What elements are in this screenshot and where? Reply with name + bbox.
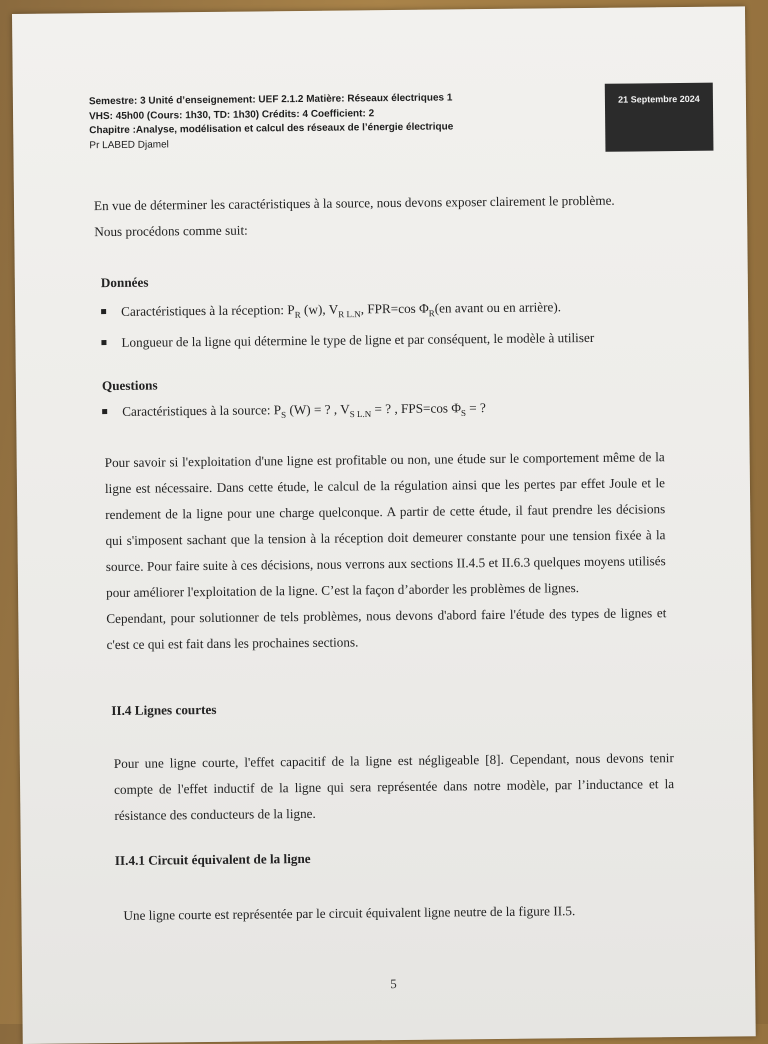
text-run: (en avant ou en arrière). [434, 299, 562, 316]
document-page [12, 6, 756, 1044]
intro-line: En vue de déterminer les caractéristiques à la source, nous devons exposer clairement le problème. [93, 192, 615, 214]
subscript: R [294, 309, 301, 320]
text-run: Caractéristiques à la réception: P [121, 302, 295, 319]
paragraph-text: Pour savoir si l'exploitation d'une ligne est profitable ou non, une étude sur le comportement même de la ligne est nécessaire. Dans cette étude, le calcul de la régulation ainsi que les pertes par effet Joule et le rendement de la ligne pour une charge quelconque. A partir de cette étude, il faut prendre les décisions qui s'imposent sachant que la tension à la réception doit demeurer constante pour une tension fixée à la source. Pour faire suite à ces décisions, nous verrons aux sections II.4.5 et II.6.3 quelques moyens utilisés pour améliorer l'exploitation de la ligne. C’est la façon d’aborder les problèmes de lignes. [104, 449, 666, 601]
section-heading-circuit: II.4.1 Circuit équivalent de la ligne [114, 850, 311, 868]
bullet-icon [101, 340, 106, 345]
heading-questions: Questions [101, 377, 158, 394]
paragraph-circuit [123, 897, 683, 929]
donnees-list [101, 293, 662, 356]
list-item [101, 324, 661, 356]
text-run: , FPR=cos Φ [360, 300, 429, 317]
text-run: (w), V [300, 301, 339, 317]
bullet-icon [101, 309, 106, 314]
subscript: R L.N [338, 309, 361, 320]
subscript: S [460, 407, 467, 418]
subscript: S [281, 409, 287, 420]
header-line-chapter: Chapitre :Analyse, modélisation et calcul des réseaux de l’énergie électrique [89, 121, 454, 137]
intro-paragraph [94, 187, 655, 245]
paragraph-text: Une ligne courte est représentée par le circuit équivalent ligne neutre de la figure II.5. [123, 903, 576, 923]
paragraph-text: Cependant, pour solutionner de tels problèmes, nous devons d'abord faire l'étude des types de lignes et c'est ce qui est fait dans les prochaines sections. [106, 605, 667, 653]
text-run: (W) = ? , V [286, 401, 350, 418]
intro-line-2: Nous procédons comme suit: [94, 222, 248, 240]
paragraph-text: Pour une ligne courte, l'effet capacitif de la ligne est négligeable [8]. Cependant, nous devons tenir compte de l'effet inductif de la ligne qui sera représentée dans notre modèle, par l’inductance et la résistance des conducteurs de la ligne. [113, 750, 675, 823]
header-line-semester: Semestre: 3 Unité d’enseignement: UEF 2.1.2 Matière: Réseaux électriques 1 [88, 92, 453, 108]
course-header [89, 90, 615, 153]
text-run: Longueur de la ligne qui détermine le type de ligne et par conséquent, le modèle à utiliser [121, 329, 595, 350]
section-heading-lignes-courtes: II.4 Lignes courtes [111, 701, 217, 718]
text-run: = ? [465, 400, 486, 416]
date-label: 21 Septembre 2024 [618, 93, 700, 105]
header-line-professor: Pr LABED Djamel [89, 138, 169, 151]
header-line-hours: VHS: 45h00 (Cours: 1h30, TD: 1h30) Crédits: 4 Coefficient: 2 [89, 107, 375, 122]
list-item [102, 393, 662, 430]
text-run: = ? , FPS=cos Φ [371, 400, 462, 417]
paragraph-lignes-courtes [114, 745, 675, 829]
bullet-icon [102, 409, 107, 414]
date-box [605, 83, 714, 152]
text-run: Caractéristiques à la source: P [122, 402, 282, 419]
questions-list [102, 393, 662, 430]
subscript: S L.N [349, 408, 372, 420]
heading-donnees: Données [100, 274, 149, 291]
subscript: R [428, 308, 435, 319]
page-number: 5 [390, 976, 397, 992]
paragraph-exploitation [105, 444, 667, 658]
